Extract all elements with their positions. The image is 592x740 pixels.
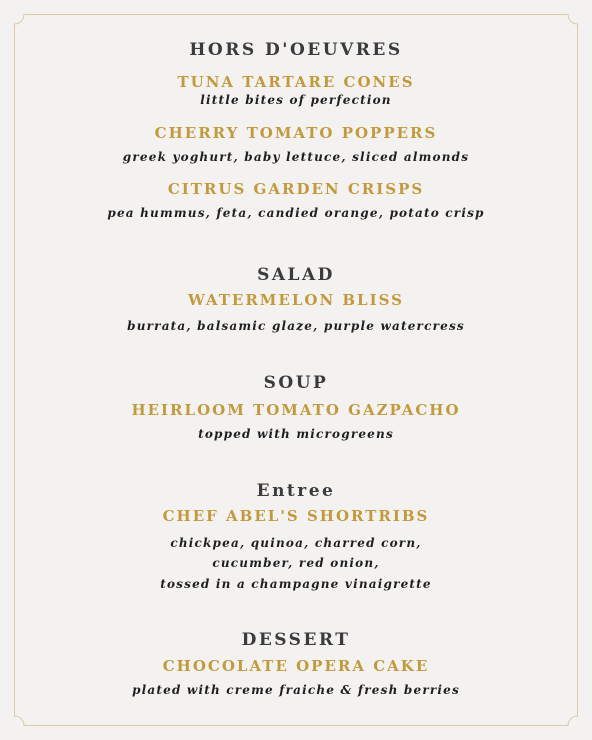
dish-tuna-tartare-cones: TUNA TARTARE CONES <box>177 73 415 91</box>
dish-desc-line-2: cucumber, red onion, <box>212 556 380 570</box>
dish-watermelon-bliss: WATERMELON BLISS <box>188 291 404 309</box>
dish-desc-tuna-tartare-cones: little bites of perfection <box>200 93 392 107</box>
dish-desc-line-3: tossed in a champagne vinaigrette <box>160 577 432 591</box>
dessert-heading: DESSERT <box>241 630 351 650</box>
salad-heading: SALAD <box>257 265 335 285</box>
dish-desc-watermelon-bliss: burrata, balsamic glaze, purple watercress <box>127 319 465 333</box>
dish-desc-line-1: chickpea, quinoa, charred corn, <box>170 536 422 550</box>
soup-heading: SOUP <box>263 373 329 393</box>
dish-chocolate-opera-cake: CHOCOLATE OPERA CAKE <box>162 657 430 675</box>
entree-heading: Entree <box>256 481 336 501</box>
dish-desc-heirloom-tomato-gazpacho: topped with microgreens <box>198 427 394 441</box>
hors-doeuvres-heading: HORS D'OEUVRES <box>189 40 403 60</box>
dish-desc-citrus-garden-crisps: pea hummus, feta, candied orange, potato crisp <box>107 206 485 220</box>
menu-border <box>14 14 578 726</box>
dish-chef-abels-shortribs: CHEF ABEL'S SHORTRIBS <box>162 507 430 525</box>
dish-desc-chocolate-opera-cake: plated with creme fraiche & fresh berries <box>132 683 460 697</box>
dish-desc-cherry-tomato-poppers: greek yoghurt, baby lettuce, sliced almonds <box>122 150 470 164</box>
dish-heirloom-tomato-gazpacho: HEIRLOOM TOMATO GAZPACHO <box>131 401 461 419</box>
dish-citrus-garden-crisps: CITRUS GARDEN CRISPS <box>167 180 425 198</box>
dish-cherry-tomato-poppers: CHERRY TOMATO POPPERS <box>154 124 438 142</box>
